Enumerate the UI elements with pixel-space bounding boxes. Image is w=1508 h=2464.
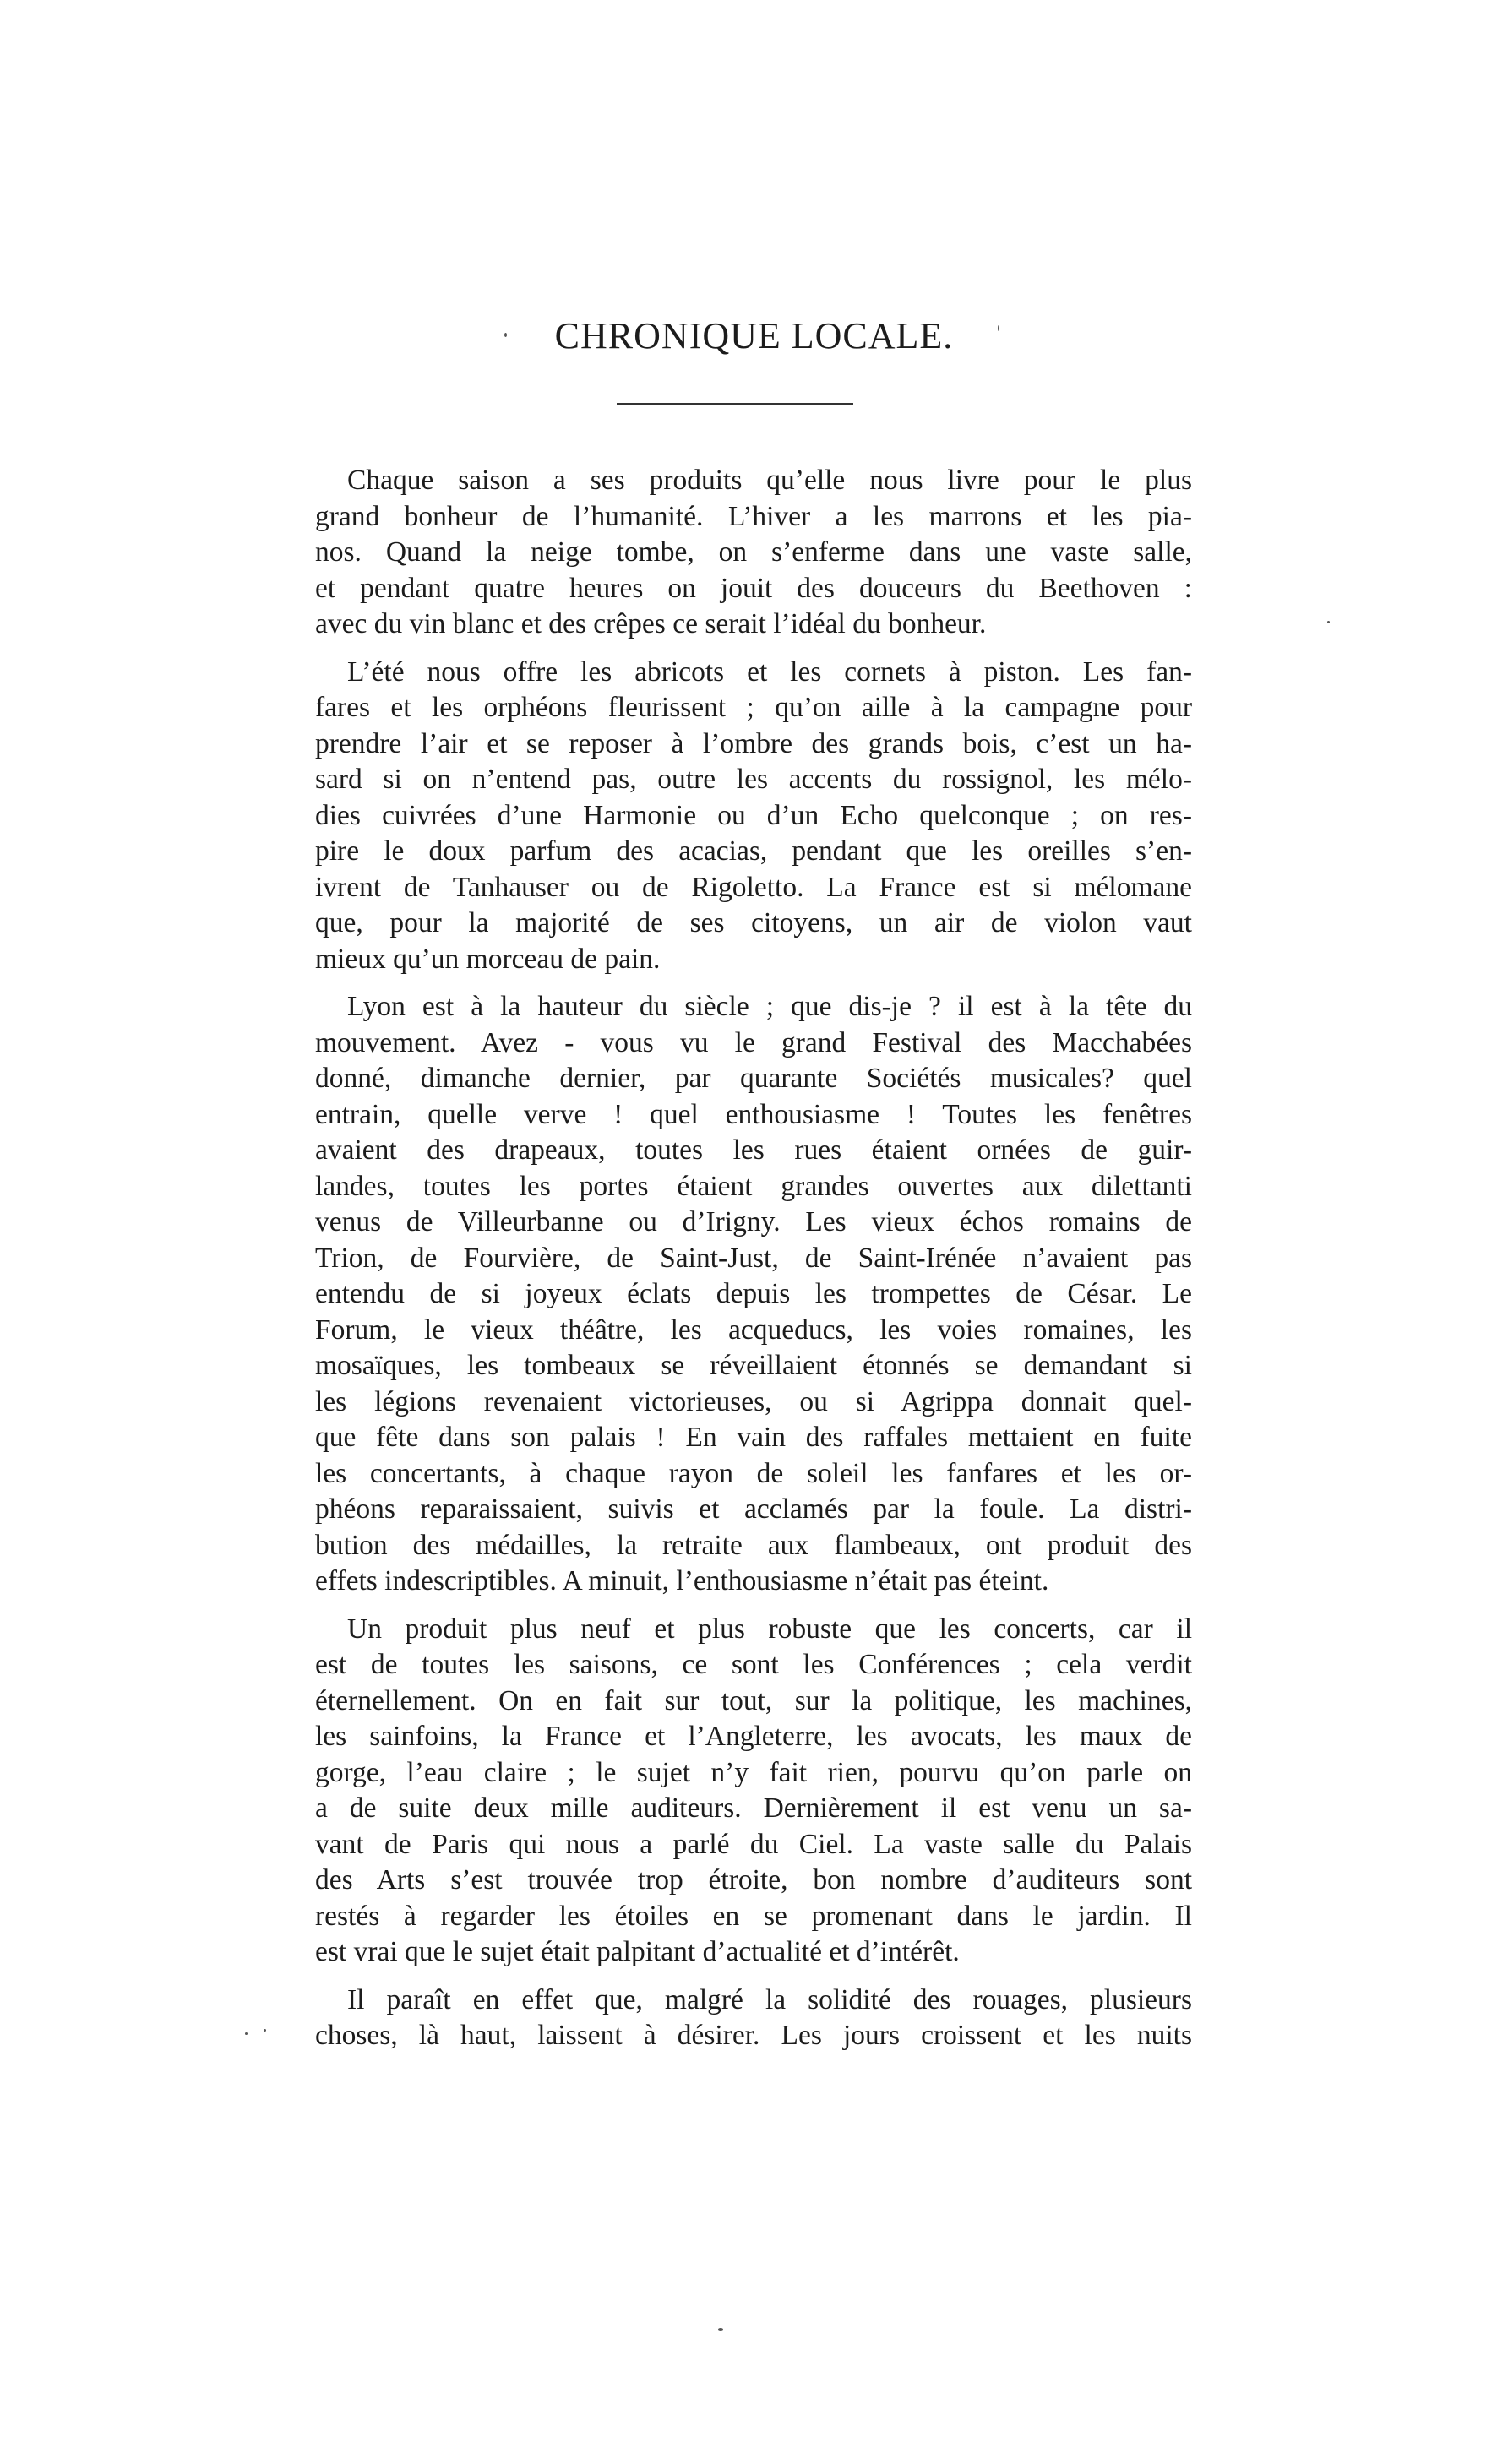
text-line: des Arts s’est trouvée trop étroite, bon nombre d’auditeurs sont <box>315 1864 1192 1896</box>
text-line: nos. Quand la neige tombe, on s’enferme dans une vaste salle, <box>315 536 1192 568</box>
text-line: les concertants, à chaque rayon de soleil les fanfares et les or- <box>315 1457 1192 1489</box>
text-line: dies cuivrées d’une Harmonie ou d’un Echo quelconque ; on res- <box>315 799 1192 831</box>
text-line: sard si on n’entend pas, outre les accents du rossignol, les mélo- <box>315 764 1192 795</box>
text-line: donné, dimanche dernier, par quarante Sociétés musicales? quel <box>315 1063 1192 1094</box>
text-line: est vrai que le sujet était palpitant d’actualité et d’intérêt. <box>315 1936 960 1967</box>
text-line: effets indescriptibles. A minuit, l’enthousiasme n’était pas éteint. <box>315 1565 1049 1596</box>
text-line: bution des médailles, la retraite aux flambeaux, ont produit des <box>315 1529 1192 1561</box>
text-line: avec du vin blanc et des crêpes ce serait l’idéal du bonheur. <box>315 608 987 639</box>
text-line: avaient des drapeaux, toutes les rues étaient ornées de guir- <box>315 1134 1192 1166</box>
chronicle-title: CHRONIQUE LOCALE. <box>554 315 954 356</box>
text-line: grand bonheur de l’humanité. L’hiver a les marrons et les pia- <box>315 500 1192 532</box>
paragraph-2 <box>315 655 1192 978</box>
paragraph-3 <box>315 989 1192 1600</box>
text-line: vant de Paris qui nous a parlé du Ciel. La vaste salle du Palais <box>315 1828 1192 1860</box>
text-line: mouvement. Avez - vous vu le grand Festival des Macchabées <box>315 1026 1192 1058</box>
text-line: Lyon est à la hauteur du siècle ; que dis-je ? il est à la tête du <box>347 991 1192 1022</box>
text-line: Forum, le vieux théâtre, les acqueducs, les voies romaines, les <box>315 1314 1192 1346</box>
text-line: phéons reparaissaient, suivis et acclamés par la foule. La distri- <box>315 1493 1192 1525</box>
text-line: est de toutes les saisons, ce sont les Conférences ; cela verdit <box>315 1649 1192 1680</box>
text-line: et pendant quatre heures on jouit des douceurs du Beethoven : <box>315 572 1192 604</box>
text-line: fares et les orphéons fleurissent ; qu’on aille à la campagne pour <box>315 692 1192 723</box>
text-line: Un produit plus neuf et plus robuste que les concerts, car il <box>347 1613 1192 1645</box>
text-line: éternellement. On en fait sur tout, sur la politique, les machines, <box>315 1684 1192 1716</box>
text-line: pire le doux parfum des acacias, pendant que les oreilles s’en- <box>315 835 1192 867</box>
text-line: venus de Villeurbanne ou d’Irigny. Les vieux échos romains de <box>315 1206 1192 1237</box>
title-rule <box>617 403 853 405</box>
paragraph-4 <box>315 1612 1192 1971</box>
print-speck <box>504 333 507 337</box>
print-speck <box>245 2032 248 2035</box>
paragraph-5 <box>315 1983 1192 2054</box>
text-line: ivrent de Tanhauser ou de Rigoletto. La France est si mélomane <box>315 871 1192 903</box>
text-line: mosaïques, les tombeaux se réveillaient étonnés se demandant si <box>315 1350 1192 1381</box>
paragraph-1 <box>315 463 1192 643</box>
text-line: mieux qu’un morceau de pain. <box>315 943 661 975</box>
text-line: que fête dans son palais ! En vain des raffales mettaient en fuite <box>315 1422 1192 1453</box>
chronicle-body <box>315 463 1192 2066</box>
text-line: gorge, l’eau claire ; le sujet n’y fait rien, pourvu qu’on parle on <box>315 1756 1192 1788</box>
print-speck <box>1327 621 1330 623</box>
text-line: prendre l’air et se reposer à l’ombre des grands bois, c’est un ha- <box>315 727 1192 759</box>
text-line: restés à regarder les étoiles en se promenant dans le jardin. Il <box>315 1900 1192 1932</box>
print-speck <box>264 2029 266 2032</box>
text-line: entendu de si joyeux éclats depuis les trompettes de César. Le <box>315 1278 1192 1309</box>
text-line: a de suite deux mille auditeurs. Dernièrement il est venu un sa- <box>315 1792 1192 1824</box>
text-line: Il paraît en effet que, malgré la solidité des rouages, plusieurs <box>347 1983 1192 2015</box>
text-line: choses, là haut, laissent à désirer. Les jours croissent et les nuits <box>315 2020 1192 2051</box>
text-line: les légions revenaient victorieuses, ou si Agrippa donnait quel- <box>315 1385 1192 1417</box>
text-line: entrain, quelle verve ! quel enthousiasme ! Toutes les fenêtres <box>315 1098 1192 1130</box>
text-line: landes, toutes les portes étaient grandes ouvertes aux dilettanti <box>315 1170 1192 1202</box>
print-speck <box>998 325 999 331</box>
text-line: L’été nous offre les abricots et les cornets à piston. Les fan- <box>347 655 1192 688</box>
text-line: Chaque saison a ses produits qu’elle nous livre pour le plus <box>347 465 1192 496</box>
text-line: que, pour la majorité de ses citoyens, un air de violon vaut <box>315 907 1192 938</box>
text-line: les sainfoins, la France et l’Angleterre, les avocats, les maux de <box>315 1721 1192 1752</box>
print-speck <box>718 2328 723 2331</box>
text-line: Trion, de Fourvière, de Saint-Just, de Saint-Irénée n’avaient pas <box>315 1242 1192 1274</box>
